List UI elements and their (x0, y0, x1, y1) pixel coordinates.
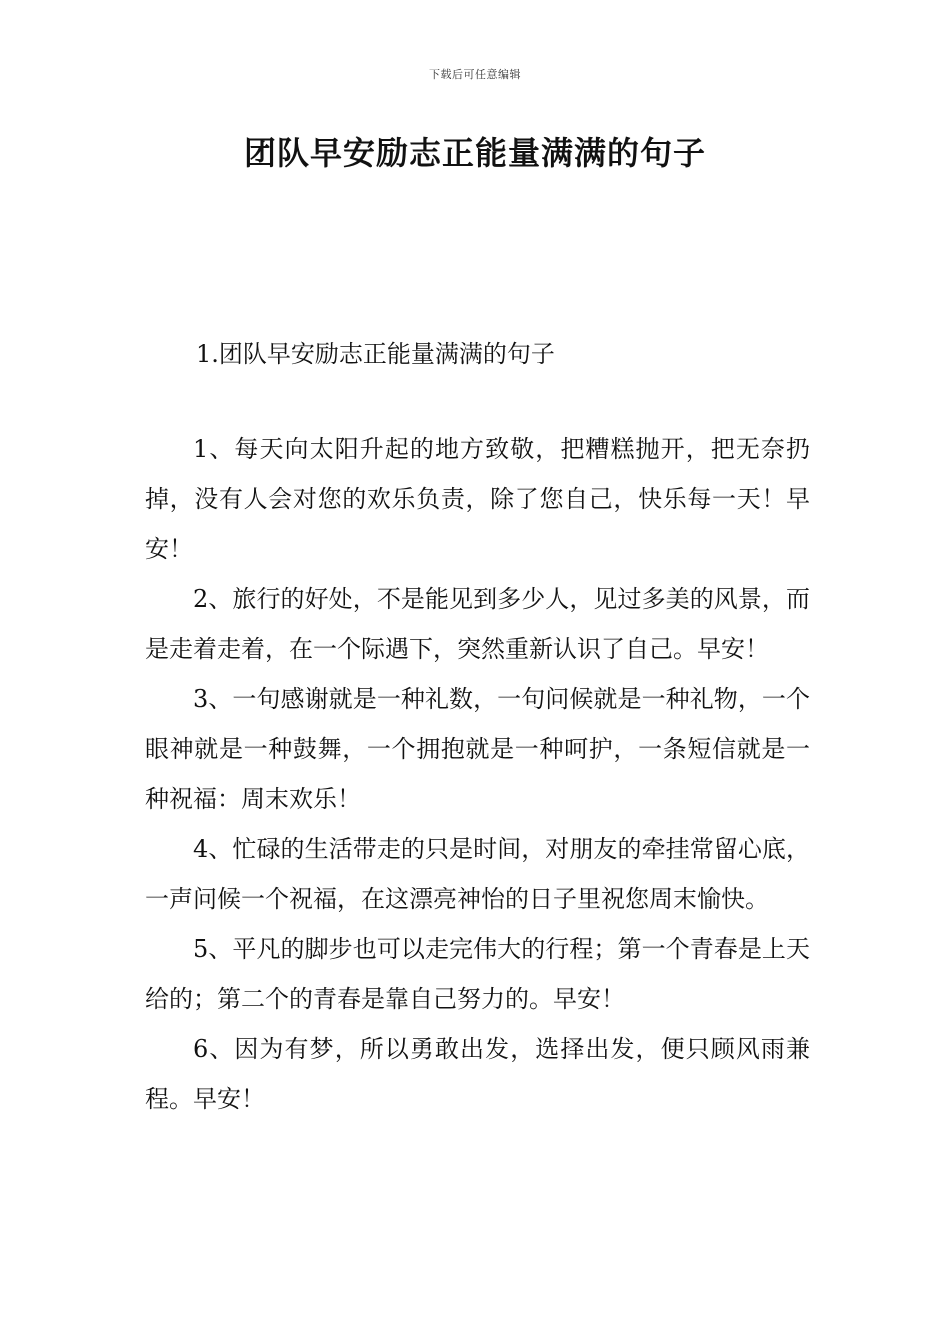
body-text (145, 424, 810, 1124)
paragraph-1: 1、每天向太阳升起的地方致敬，把糟糕抛开，把无奈扔掉，没有人会对您的欢乐负责，除了您自己，快乐每一天！早安！ (145, 435, 810, 563)
paragraph-3: 3、一句感谢就是一种礼数，一句问候就是一种礼物，一个眼神就是一种鼓舞，一个拥抱就是一种呵护，一条短信就是一种祝福：周末欢乐！ (145, 685, 810, 813)
section-heading: 1.团队早安励志正能量满满的句子 (196, 340, 555, 368)
paragraph-2: 2、旅行的好处，不是能见到多少人，见过多美的风景，而是走着走着，在一个际遇下，突然重新认识了自己。早安！ (145, 585, 810, 663)
document-title: 团队早安励志正能量满满的句子 (243, 134, 706, 172)
header-note: 下载后可任意编辑 (429, 68, 521, 81)
paragraph-4: 4、忙碌的生活带走的只是时间，对朋友的牵挂常留心底，一声问候一个祝福，在这漂亮神怡的日子里祝您周末愉快。 (145, 835, 810, 913)
paragraph-6: 6、因为有梦，所以勇敢出发，选择出发，便只顾风雨兼程。早安！ (145, 1035, 810, 1113)
paragraph-5: 5、平凡的脚步也可以走完伟大的行程；第一个青春是上天给的；第二个的青春是靠自己努力的。早安！ (145, 935, 810, 1013)
